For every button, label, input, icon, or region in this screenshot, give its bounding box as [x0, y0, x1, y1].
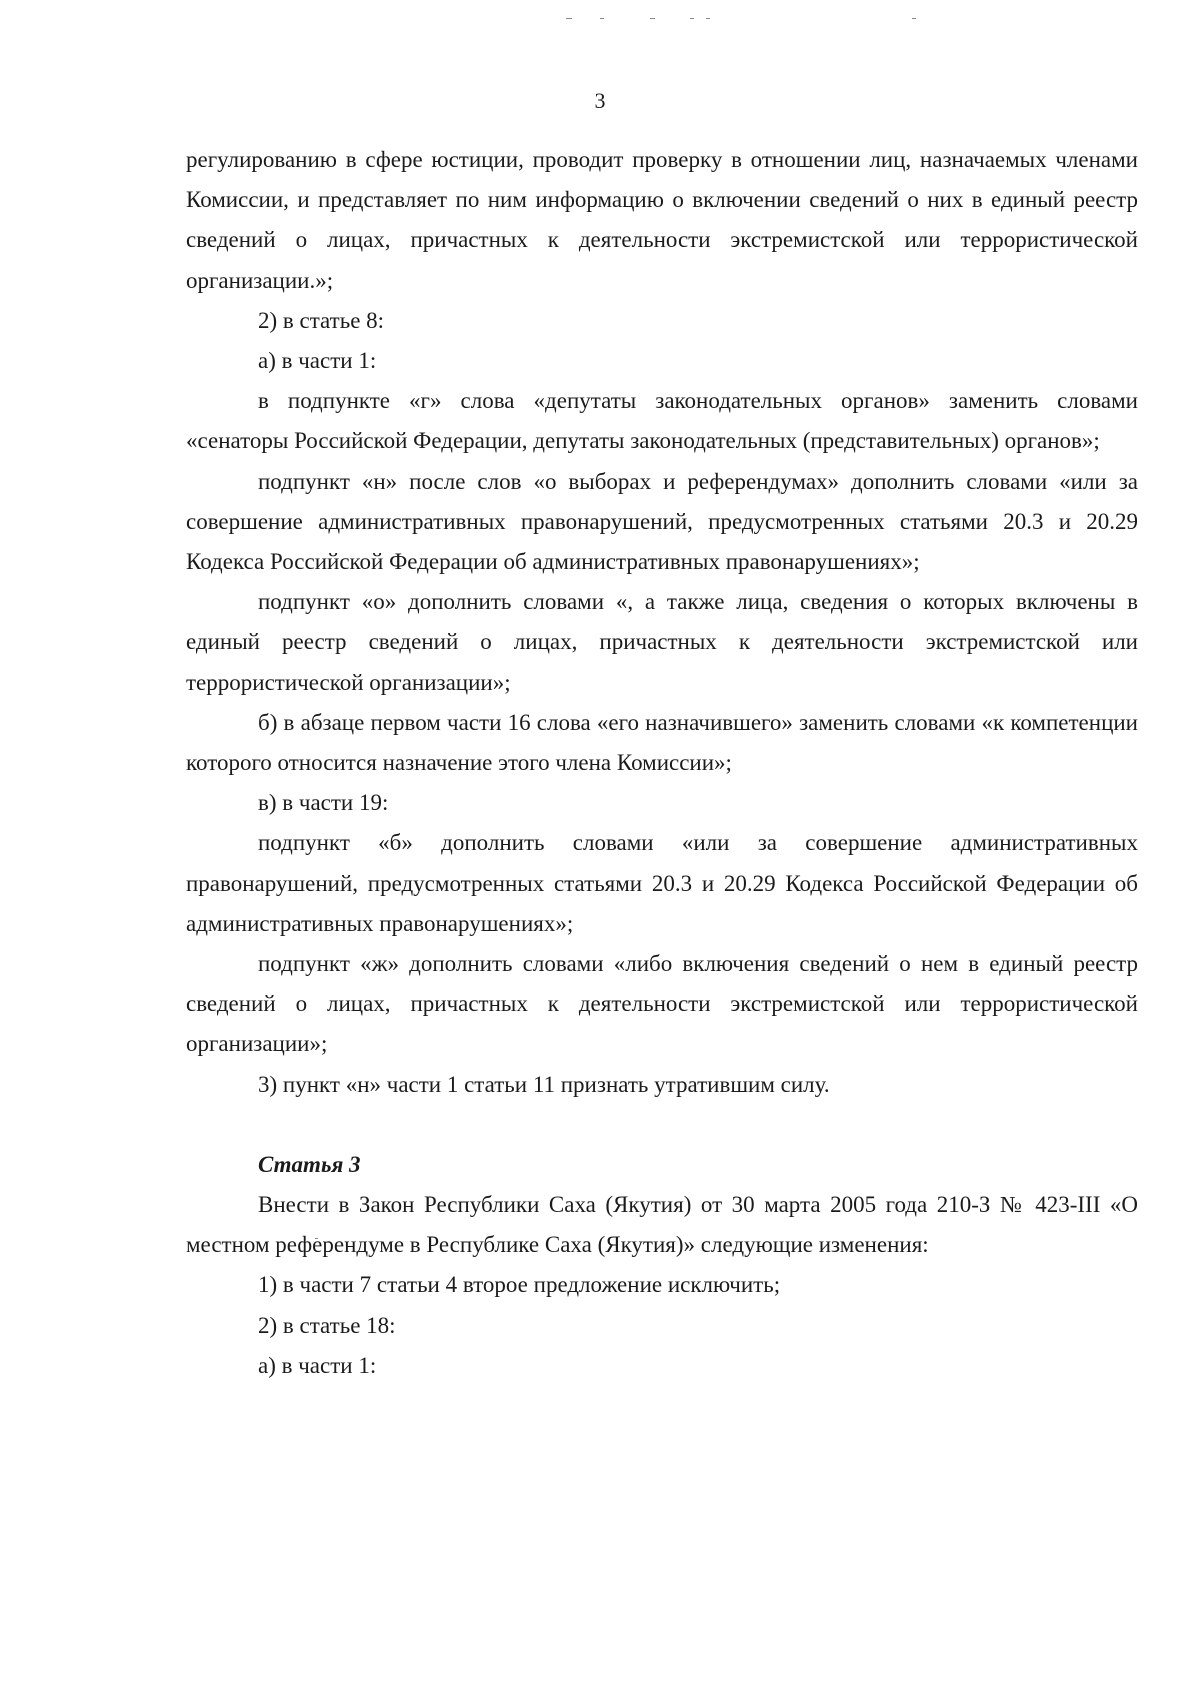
sub-item-part-19: в) в части 19: [258, 790, 389, 816]
amendment-subpoint-g: в подпункте «г» слова «депутаты законодательных органов» заменить словами «сенаторы Российской Федерации, депутаты законодательных (представительных) органов»; [186, 388, 1138, 454]
article-heading: Статья 3 [258, 1151, 361, 1177]
page-number: 3 [594, 88, 606, 113]
scan-artifact [690, 18, 694, 19]
amendment-subpoint-b: подпункт «б» дополнить словами «или за совершение административных правонарушений, предусмотренных статьями 20.3 и 20.29 Кодекса Российской Федерации об административных правонарушениях»; [186, 830, 1138, 936]
sub-item-part-1: а) в части 1: [258, 348, 377, 374]
amendment-subpoint-n: подпункт «н» после слов «о выборах и референдумах» дополнить словами «или за совершение административных правонарушений, предусмотренных статьями 20.3 и 20.29 Кодекса Российской Федерации об административных правонарушениях»; [186, 468, 1138, 575]
section-gap [186, 1105, 1138, 1145]
scan-artifact [650, 18, 655, 19]
paragraph-continuation: регулированию в сфере юстиции, проводит проверку в отношении лиц, назначаемых членами Комиссии, и представляет по ним информацию о включении сведений о них в единый реестр сведений о лицах, причастных к деятельности экстремистской или террористической организации.»; [186, 147, 1138, 293]
scan-artifact [912, 18, 916, 19]
document-body [186, 140, 1138, 1386]
amendment-subpoint-o: подпункт «о» дополнить словами «, а также лица, сведения о которых включены в единый реестр сведений о лицах, причастных к деятельности экстремистской или террористической организации»; [186, 589, 1138, 695]
list-item-article-11: 3) пункт «н» части 1 статьи 11 признать утратившим силу. [258, 1071, 830, 1097]
article-item-2a: а) в части 1: [258, 1352, 377, 1378]
scan-artifact [566, 18, 572, 19]
amendment-subpoint-zh: подпункт «ж» дополнить словами «либо включения сведений о нем в единый реестр сведений о лицах, причастных к деятельности экстремистской или террористической организации»; [186, 951, 1138, 1057]
article-intro: Внести в Закон Республики Саха (Якутия) от 30 марта 2005 года 210-З № 423-III «О местном референдуме в Республике Саха (Якутия)» следующие изменения: [186, 1192, 1138, 1258]
article-item-1: 1) в части 7 статьи 4 второе предложение исключить; [258, 1272, 781, 1298]
list-item-article-8: 2) в статье 8: [258, 307, 385, 333]
article-item-2: 2) в статье 18: [258, 1312, 396, 1338]
scan-artifact [706, 18, 710, 19]
sub-item-part-16: б) в абзаце первом части 16 слова «его назначившего» заменить словами «к компетенции которого относится назначение этого члена Комиссии»; [186, 709, 1138, 776]
scan-artifact [600, 18, 604, 19]
